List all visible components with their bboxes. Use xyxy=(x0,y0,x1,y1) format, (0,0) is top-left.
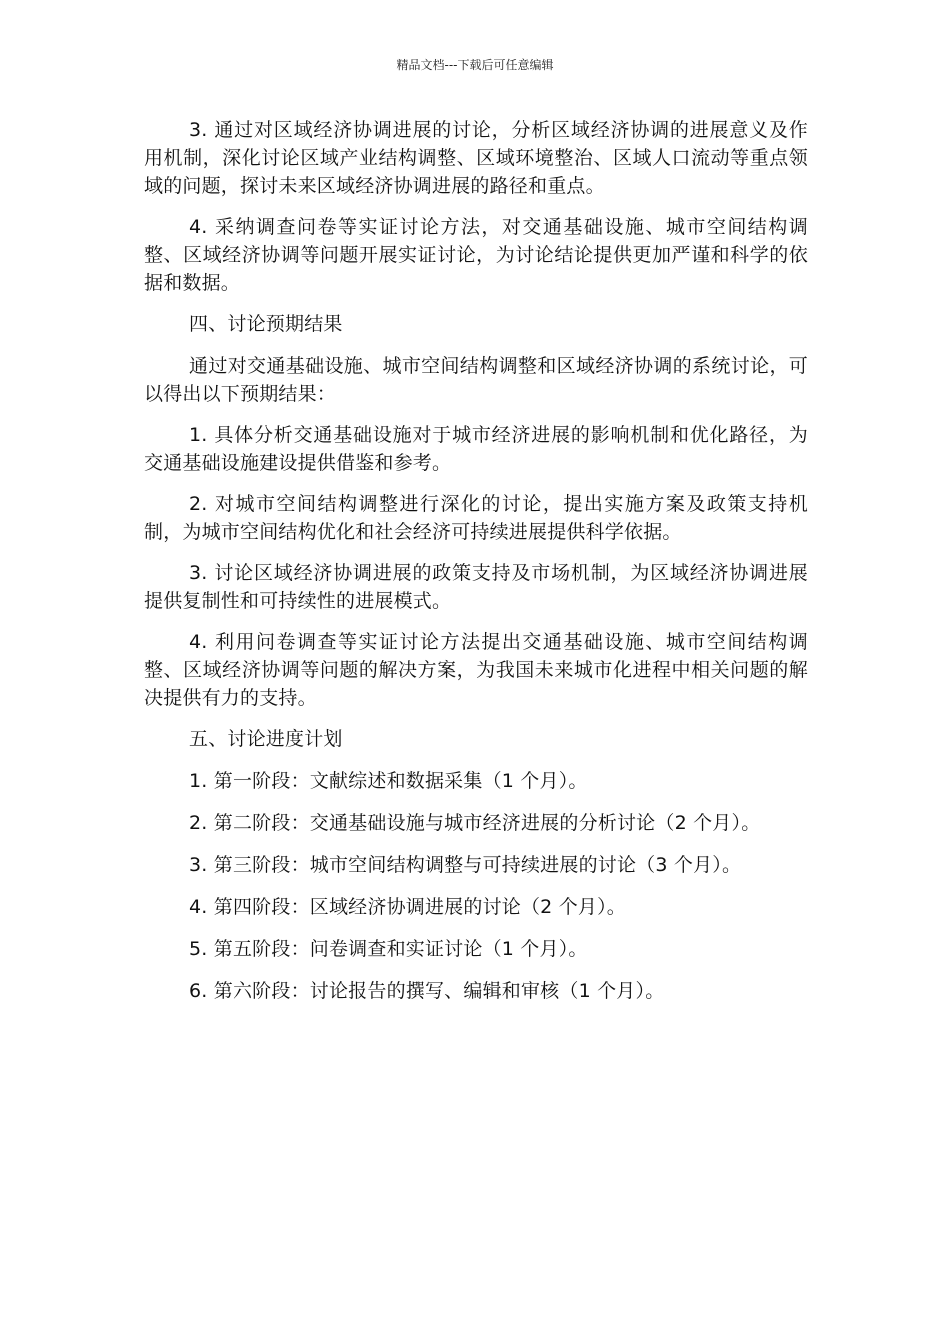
page-header: 精品文档---下载后可任意编辑 xyxy=(396,58,554,72)
schedule-item-3: 3. 第三阶段：城市空间结构调整与可持续进展的讨论（3 个月）。 xyxy=(189,854,742,876)
schedule-item-1: 1. 第一阶段：文献综述和数据采集（1 个月）。 xyxy=(189,770,588,792)
result-item-4: 4. 利用问卷调查等实证讨论方法提出交通基础设施、城市空间结构调整、区域经济协调等问题的解决方案，为我国未来城市化进程中相关问题的解决提供有力的支持。 xyxy=(144,631,808,709)
section-heading-schedule: 五、讨论进度计划 xyxy=(189,728,343,750)
result-item-1: 1. 具体分析交通基础设施对于城市经济进展的影响机制和优化路径，为交通基础设施建设提供借鉴和参考。 xyxy=(144,424,808,474)
schedule-item-2: 2. 第二阶段：交通基础设施与城市经济进展的分析讨论（2 个月）。 xyxy=(189,812,761,834)
schedule-item-6: 6. 第六阶段：讨论报告的撰写、编辑和审核（1 个月）。 xyxy=(189,980,665,1002)
schedule-item-4: 4. 第四阶段：区域经济协调进展的讨论（2 个月）。 xyxy=(189,896,626,918)
paragraph-intro-results: 通过对交通基础设施、城市空间结构调整和区域经济协调的系统讨论，可以得出以下预期结果： xyxy=(144,355,808,405)
document-body xyxy=(144,116,808,1019)
paragraph-item-3: 3. 通过对区域经济协调进展的讨论，分析区域经济协调的进展意义及作用机制，深化讨论区域产业结构调整、区域环境整治、区域人口流动等重点领域的问题，探讨未来区域经济协调进展的路径和重点。 xyxy=(144,119,808,197)
schedule-item-5: 5. 第五阶段：问卷调查和实证讨论（1 个月）。 xyxy=(189,938,588,960)
result-item-2: 2. 对城市空间结构调整进行深化的讨论，提出实施方案及政策支持机制，为城市空间结构优化和社会经济可持续进展提供科学依据。 xyxy=(144,493,808,543)
result-item-3: 3. 讨论区域经济协调进展的政策支持及市场机制，为区域经济协调进展提供复制性和可持续性的进展模式。 xyxy=(144,562,808,612)
section-heading-expected-results: 四、讨论预期结果 xyxy=(189,313,343,335)
paragraph-item-4: 4. 采纳调查问卷等实证讨论方法，对交通基础设施、城市空间结构调整、区域经济协调等问题开展实证讨论，为讨论结论提供更加严谨和科学的依据和数据。 xyxy=(144,216,808,294)
